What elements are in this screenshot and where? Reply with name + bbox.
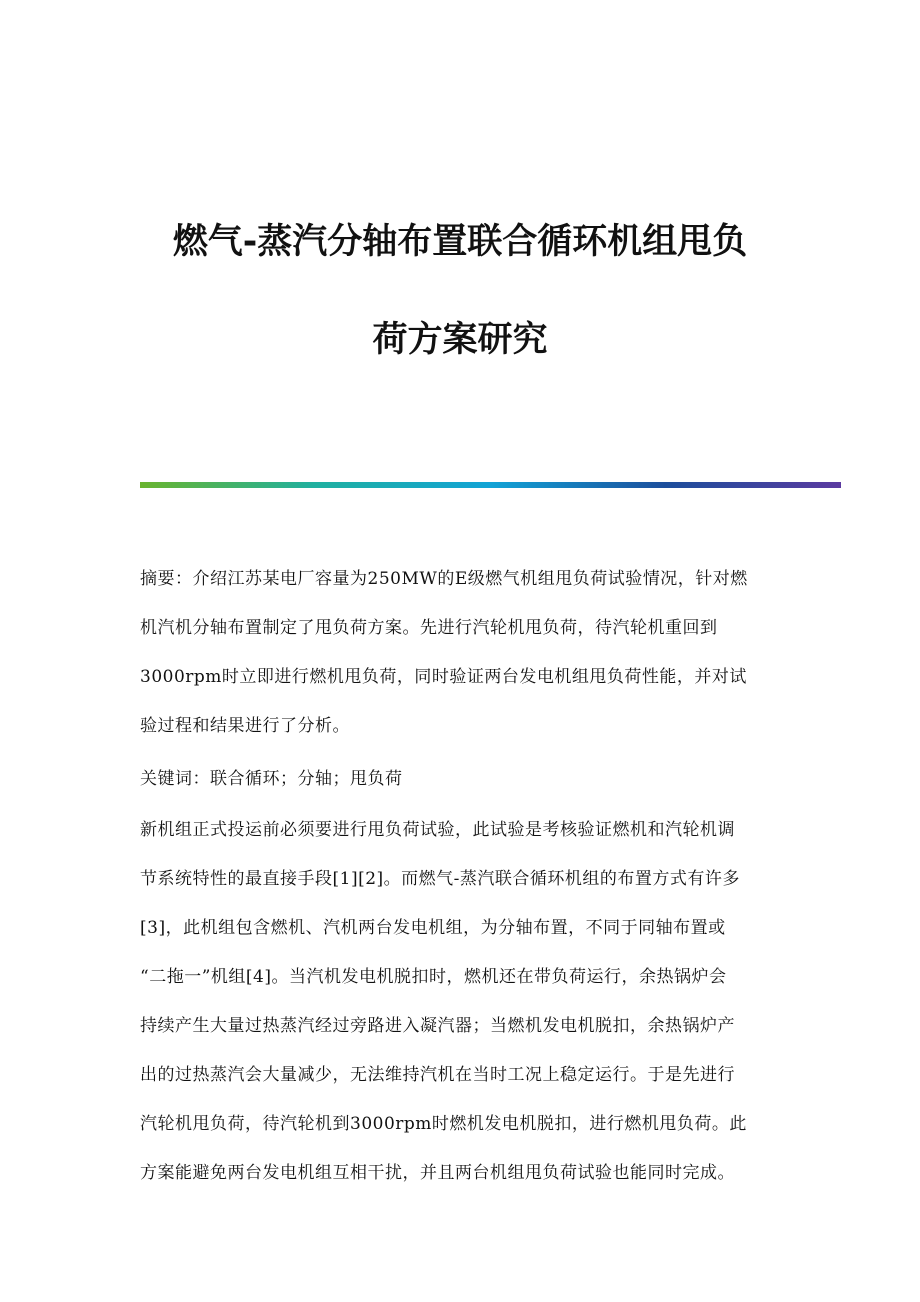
abstract-line: 机汽机分轴布置制定了甩负荷方案。先进行汽轮机甩负荷，待汽轮机重回到 xyxy=(140,618,718,638)
gradient-divider xyxy=(140,482,841,488)
paragraph-line: 方案能避免两台发电机组互相干扰，并且两台机组甩负荷试验也能同时完成。 xyxy=(140,1163,735,1183)
paragraph-line: [3]，此机组包含燃机、汽机两台发电机组，为分轴布置，不同于同轴布置或 xyxy=(140,918,726,938)
abstract xyxy=(140,555,780,751)
paragraph-line: 持续产生大量过热蒸汽经过旁路进入凝汽器；当燃机发电机脱扣，余热锅炉产 xyxy=(140,1016,735,1036)
paragraph-line: 出的过热蒸汽会大量减少，无法维持汽机在当时工况上稳定运行。于是先进行 xyxy=(140,1065,735,1085)
paragraph-line: 汽轮机甩负荷，待汽轮机到3000rpm时燃机发电机脱扣，进行燃机甩负荷。此 xyxy=(140,1114,747,1134)
abstract-line: 摘要：介绍江苏某电厂容量为250MW的E级燃气机组甩负荷试验情况，针对燃 xyxy=(140,569,748,589)
abstract-line: 3000rpm时立即进行燃机甩负荷，同时验证两台发电机组甩负荷性能，并对试 xyxy=(140,667,747,687)
paragraph-line: “二拖一”机组[4]。当汽机发电机脱扣时，燃机还在带负荷运行，余热锅炉会 xyxy=(140,967,727,987)
document-title-line-2: 荷方案研究 xyxy=(372,320,548,360)
body-paragraph xyxy=(140,806,780,1198)
paragraph-line: 新机组正式投运前必须要进行甩负荷试验，此试验是考核验证燃机和汽轮机调 xyxy=(140,820,735,840)
keywords-line: 关键词：联合循环；分轴；甩负荷 xyxy=(140,769,403,789)
keywords xyxy=(140,755,780,804)
document-title-line-1: 燃气-蒸汽分轴布置联合循环机组甩负 xyxy=(172,222,748,262)
abstract-line: 验过程和结果进行了分析。 xyxy=(140,716,350,736)
paragraph-line: 节系统特性的最直接手段[1][2]。而燃气-蒸汽联合循环机组的布置方式有许多 xyxy=(140,869,740,889)
